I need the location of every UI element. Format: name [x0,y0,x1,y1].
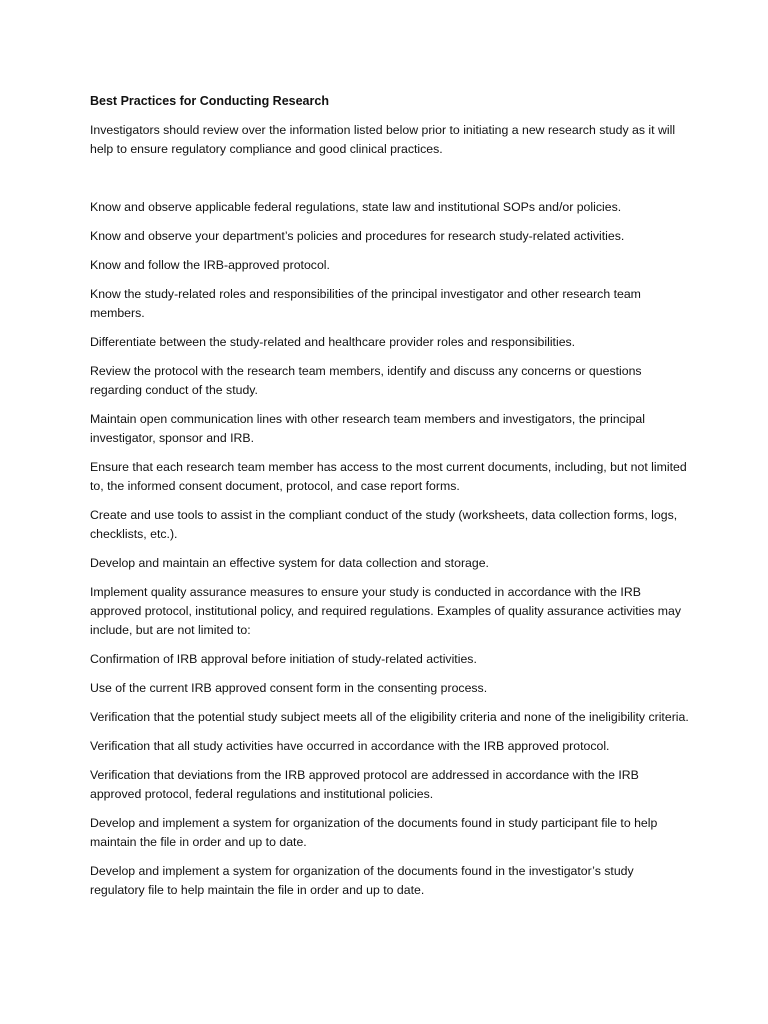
practice-item: Develop and maintain an effective system for data collection and storage. [90,556,489,570]
qa-example-item: Use of the current IRB approved consent form in the consenting process. [90,681,488,695]
practice-item: Know and observe applicable federal regulations, state law and institutional SOPs and/or policies. [90,200,622,214]
practice-item: Know and follow the IRB-approved protocol. [90,258,330,272]
practice-item: Review the protocol with the research team members, identify and discuss any concerns or questions regarding conduct of the study. [90,364,642,397]
practice-item: Know and observe your department’s policies and procedures for research study-related activities. [90,229,625,243]
practice-item: Develop and implement a system for organization of the documents found in the investigator’s study regulatory file to help maintain the file in order and up to date. [90,864,634,897]
practice-item: Develop and implement a system for organization of the documents found in study participant file to help maintain the file in order and up to date. [90,816,658,849]
practice-item: Know the study-related roles and responsibilities of the principal investigator and other research team members. [90,287,641,320]
document-content [90,92,690,910]
practice-item: Differentiate between the study-related and healthcare provider roles and responsibilities. [90,335,576,349]
intro-paragraph: Investigators should review over the information listed below prior to initiating a new research study as it will help to ensure regulatory compliance and good clinical practices. [90,123,676,156]
practice-item: Implement quality assurance measures to ensure your study is conducted in accordance with the IRB approved protocol, institutional policy, and required regulations. Examples of quality assurance activities may include, but are not limited to: [90,585,682,637]
qa-example-item: Verification that the potential study subject meets all of the eligibility criteria and none of the ineligibility criteria. [90,710,689,724]
qa-example-item: Confirmation of IRB approval before initiation of study-related activities. [90,652,477,666]
practice-item: Maintain open communication lines with other research team members and investigators, the principal investigator, sponsor and IRB. [90,412,645,445]
qa-example-item: Verification that deviations from the IRB approved protocol are addressed in accordance with the IRB approved protocol, federal regulations and institutional policies. [90,768,639,801]
qa-example-item: Verification that all study activities have occurred in accordance with the IRB approved protocol. [90,739,610,753]
practice-item: Create and use tools to assist in the compliant conduct of the study (worksheets, data collection forms, logs, checklists, etc.). [90,508,678,541]
document-title: Best Practices for Conducting Research [90,94,329,108]
practice-item: Ensure that each research team member has access to the most current documents, including, but not limited to, the informed consent document, protocol, and case report forms. [90,460,687,493]
